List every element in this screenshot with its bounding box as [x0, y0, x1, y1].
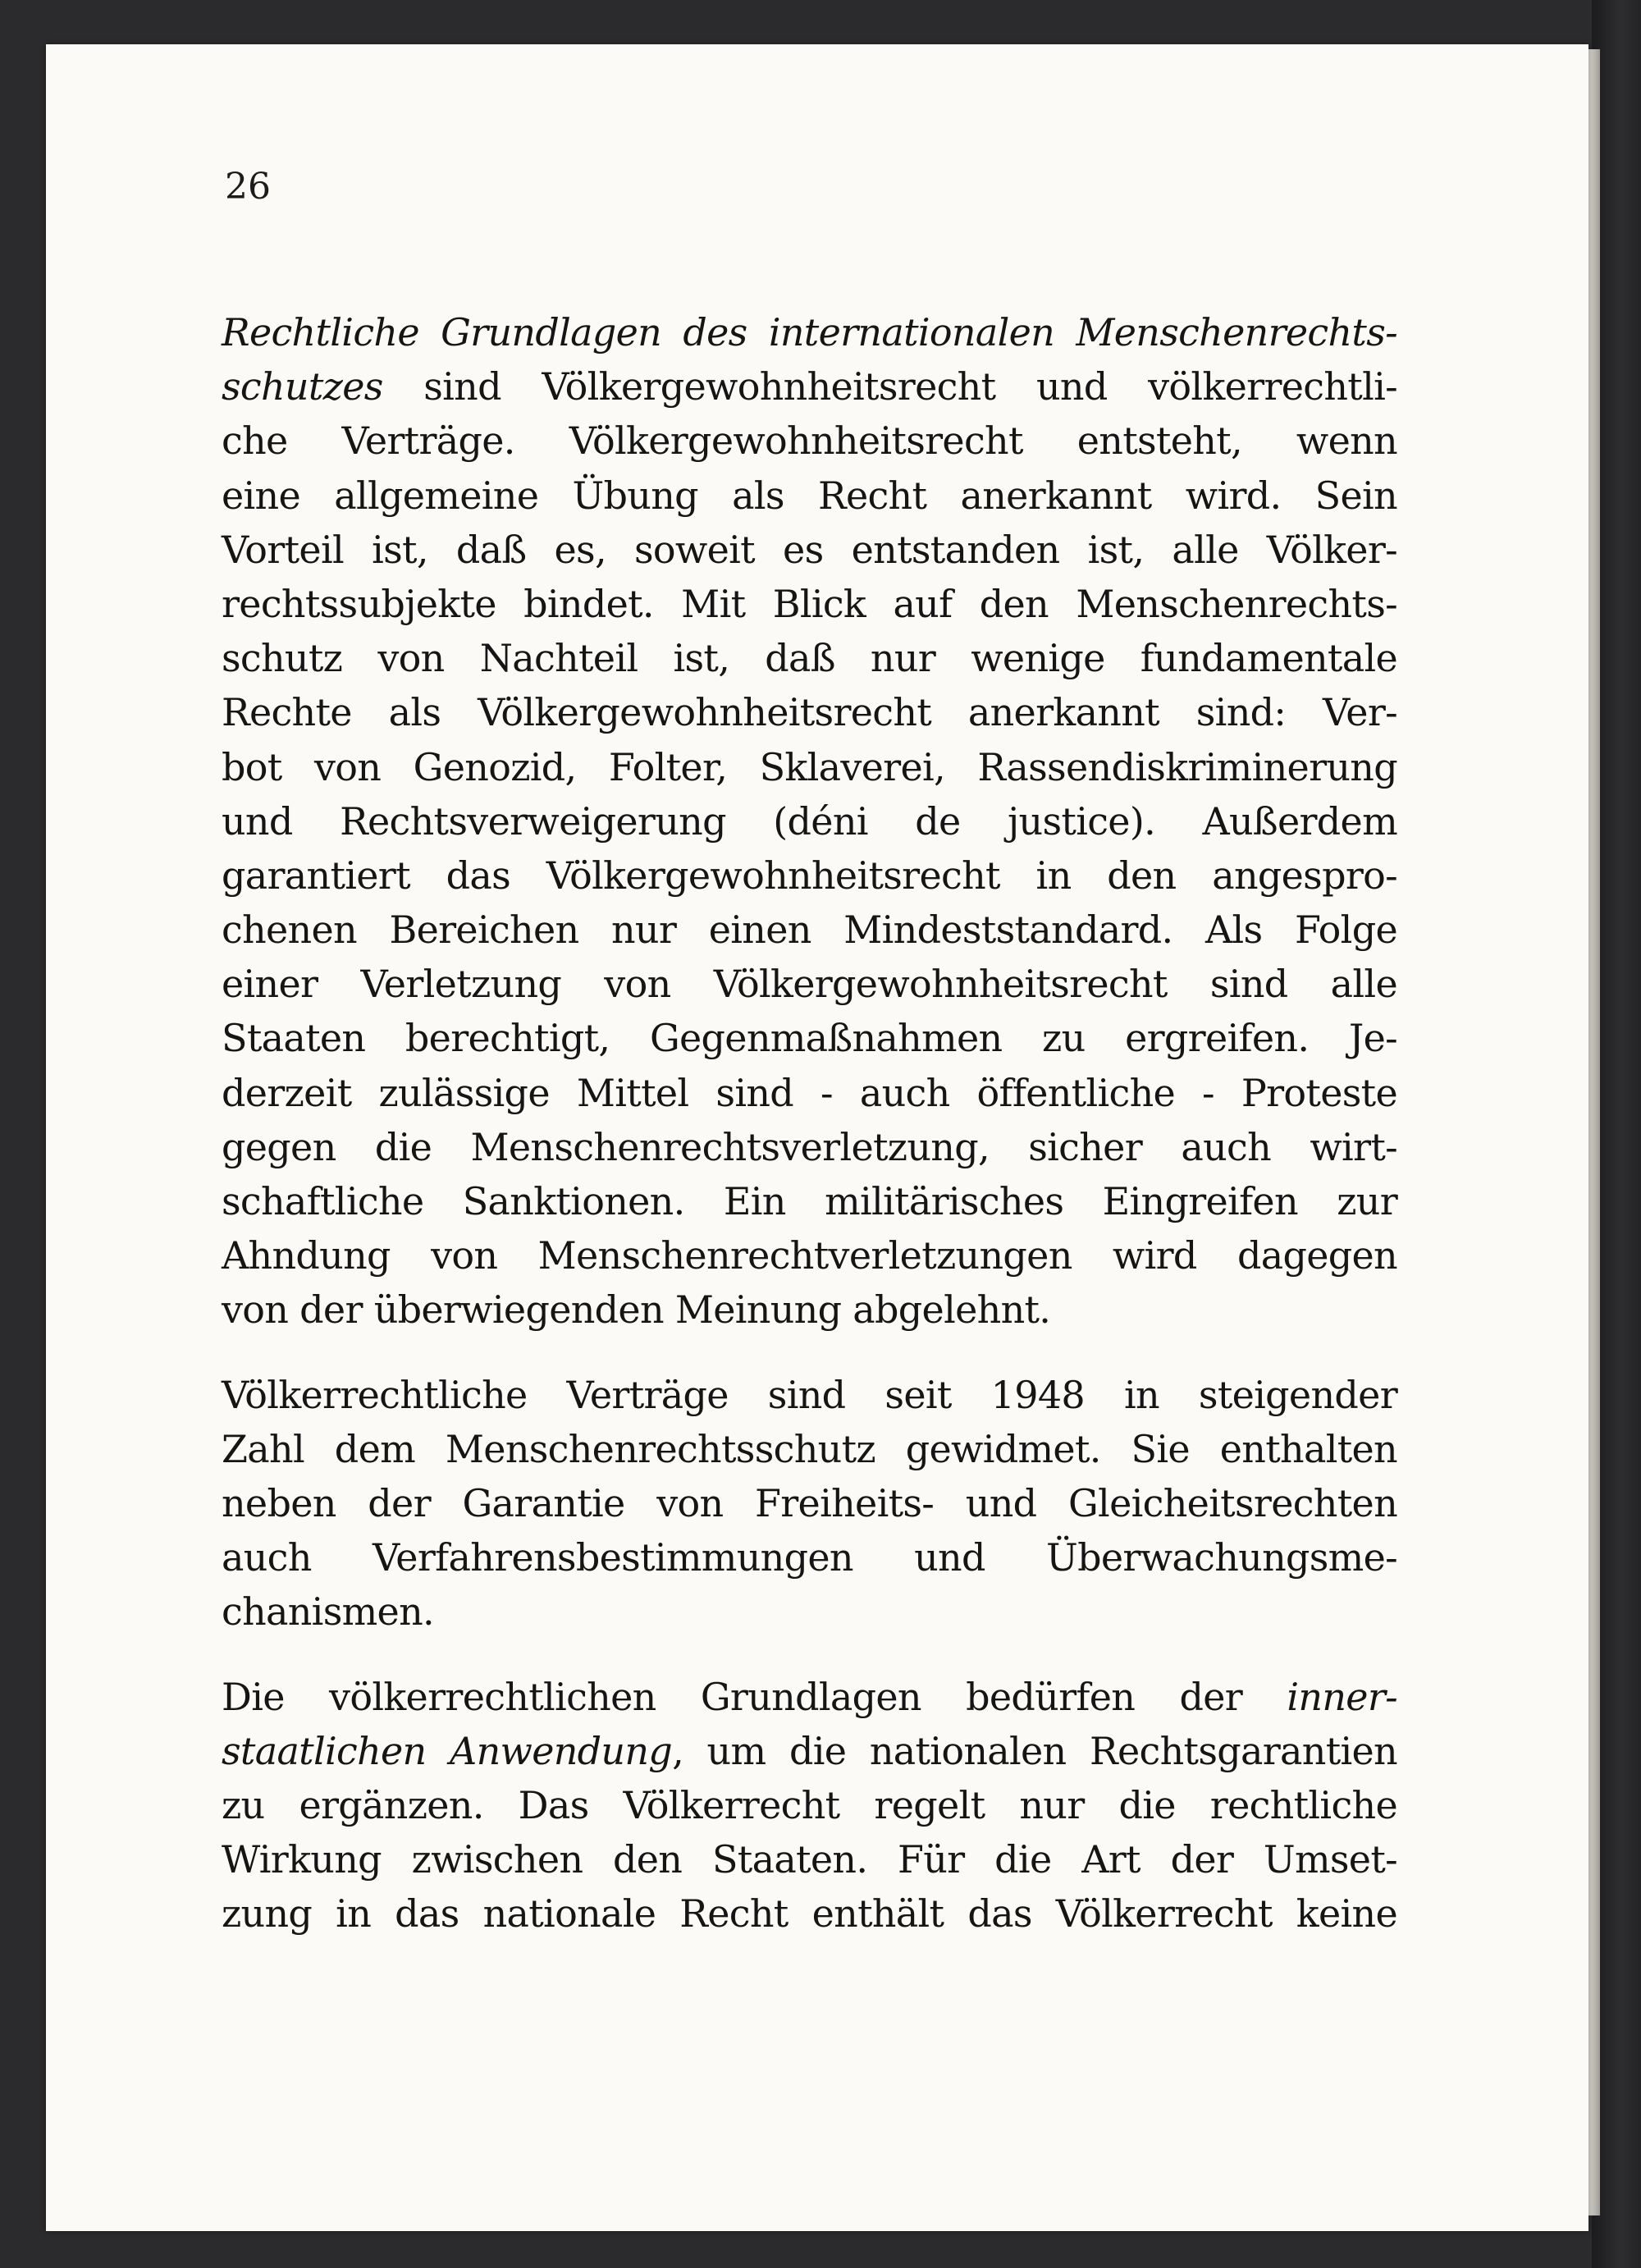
- text-line: rechtssubjekte bindet. Mit Blick auf den Menschenrechts-: [222, 581, 1397, 626]
- text-line: Vorteil ist, daß es, soweit es entstanden ist, alle Völker-: [222, 527, 1397, 572]
- text-line: chanismen.: [222, 1589, 434, 1635]
- text-line: gegen die Menschenrechtsverletzung, sicher auch wirt-: [222, 1124, 1397, 1169]
- text-line: von der überwiegenden Meinung abgelehnt.: [222, 1287, 1051, 1333]
- text-line: und Rechtsverweigerung (déni de justice). Außerdem: [222, 798, 1397, 844]
- text-line: auch Verfahrensbestimmungen und Überwachungsme-: [222, 1535, 1397, 1580]
- text-line: Staaten berechtigt, Gegenmaßnahmen zu ergreifen. Je-: [222, 1016, 1397, 1061]
- text-line: Rechte als Völkergewohnheitsrecht anerkannt sind: Ver-: [222, 690, 1397, 735]
- text-line: che Verträge. Völkergewohnheitsrecht entsteht, wenn: [222, 418, 1397, 464]
- text-line: eine allgemeine Übung als Recht anerkannt wird. Sein: [222, 473, 1397, 518]
- emphasis: inner-: [1287, 1674, 1397, 1719]
- text-line: [222, 359, 1397, 414]
- text-line: [222, 1670, 1397, 1724]
- text-line: Wirkung zwischen den Staaten. Für die Art der Umset-: [222, 1837, 1397, 1882]
- text-line: [222, 305, 1397, 359]
- paragraph-gap: [222, 1337, 1397, 1368]
- text-line: [222, 1724, 1397, 1778]
- emphasis: Rechtliche Grundlagen des internationalen Menschenrechts-: [222, 310, 1397, 354]
- emphasis: schutzes: [222, 364, 383, 409]
- line-text: sind Völkergewohnheitsrecht und völkerrechtli-: [382, 364, 1397, 409]
- body-text: [222, 305, 1397, 1941]
- text-line: chenen Bereichen nur einen Mindeststandard. Als Folge: [222, 908, 1397, 953]
- text-line: neben der Garantie von Freiheits- und Gleicheitsrechten: [222, 1480, 1397, 1525]
- text-line: Völkerrechtliche Verträge sind seit 1948 in steigender: [222, 1372, 1397, 1417]
- text-line: schaftliche Sanktionen. Ein militärisches Eingreifen zur: [222, 1179, 1397, 1223]
- text-line: bot von Genozid, Folter, Sklaverei, Rassendiskriminerung: [222, 744, 1397, 789]
- text-line: Ahndung von Menschenrechtverletzungen wird dagegen: [222, 1233, 1397, 1278]
- line-text: Die völkerrechtlichen Grundlagen bedürfen der: [222, 1674, 1287, 1719]
- page-number: 26: [225, 166, 271, 208]
- text-line: zu ergänzen. Das Völkerrecht regelt nur die rechtliche: [222, 1782, 1397, 1827]
- emphasis: staatlichen Anwendung: [222, 1728, 673, 1773]
- line-text: , um die nationalen Rechtsgarantien: [672, 1728, 1397, 1773]
- page-fore-edge: [1588, 49, 1600, 2215]
- text-line: derzeit zulässige Mittel sind - auch öffentliche - Proteste: [222, 1070, 1397, 1115]
- text-line: schutz von Nachteil ist, daß nur wenige fundamentale: [222, 636, 1397, 681]
- paragraph-gap: [222, 1639, 1397, 1670]
- text-line: garantiert das Völkergewohnheitsrecht in den angespro-: [222, 853, 1397, 898]
- text-line: zung in das nationale Recht enthält das Völkerrecht keine: [222, 1891, 1397, 1936]
- text-line: einer Verletzung von Völkergewohnheitsrecht sind alle: [222, 962, 1397, 1007]
- text-line: Zahl dem Menschenrechtsschutz gewidmet. Sie enthalten: [222, 1426, 1397, 1471]
